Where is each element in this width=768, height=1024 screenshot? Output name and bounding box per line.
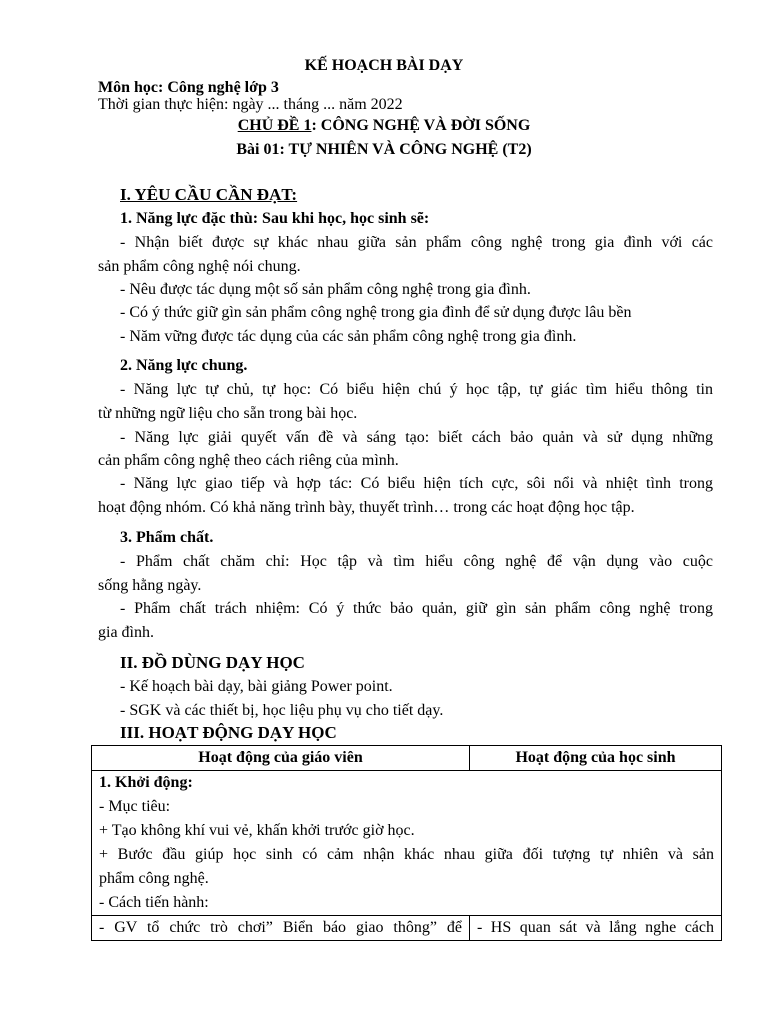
topic-line [0, 114, 768, 138]
student-column-header: Hoạt động của học sinh [470, 746, 722, 771]
section2-heading: II. ĐỒ DÙNG DẠY HỌC [120, 653, 305, 672]
time-line: Thời gian thực hiện: ngày ... tháng ... năm 2022 [98, 96, 403, 113]
topic-prefix: CHỦ ĐỀ 1 [237, 117, 312, 134]
teacher-activity-text: - GV tổ chức trò chơi” Biển báo giao thông” để [99, 919, 462, 936]
section2-line-1: - Kế hoạch bài dạy, bài giảng Power point. [120, 678, 393, 695]
sub1-line-3: - Nêu được tác dụng một số sản phẩm công nghệ trong gia đình. [120, 281, 531, 298]
student-activity-cell [470, 916, 722, 941]
sub1-heading: 1. Năng lực đặc thù: Sau khi học, học sinh sẽ: [120, 210, 430, 227]
student-activity-text: - HS quan sát và lắng nghe cách [477, 919, 714, 936]
teacher-activity-cell [92, 916, 470, 941]
start-line-3: + Bước đầu giúp học sinh có cảm nhận khác nhau giữa đối tượng tự nhiên và sản [99, 846, 714, 863]
sub2-line-1: - Năng lực tự chủ, tự học: Có biểu hiện chú ý học tập, tự giác tìm hiểu thông tin [120, 381, 713, 398]
section1-heading: I. YÊU CẦU CẦN ĐẠT: [120, 185, 298, 204]
lesson-title: Bài 01: TỰ NHIÊN VÀ CÔNG NGHỆ (T2) [236, 141, 532, 158]
sub3-line-2: sống hằng ngày. [98, 577, 202, 594]
table-header-row [92, 746, 722, 771]
topic-suffix: : CÔNG NGHỆ VÀ ĐỜI SỐNG [311, 117, 531, 134]
plan-title: KẾ HOẠCH BÀI DẠY [304, 57, 464, 74]
start-heading: 1. Khởi động: [99, 774, 193, 791]
sub1-line-5: - Năm vững được tác dụng của các sản phẩm công nghệ trong gia đình. [120, 328, 577, 345]
teacher-column-header: Hoạt động của giáo viên [92, 746, 470, 771]
sub1-line-1: - Nhận biết được sự khác nhau giữa sản phẩm công nghệ trong gia đình với các [120, 234, 713, 251]
sub1-line-2: sản phẩm công nghệ nói chung. [98, 258, 301, 275]
sub2-line-5: - Năng lực giao tiếp và hợp tác: Có biểu hiện tích cực, sôi nổi và nhiệt tình trong [120, 475, 713, 492]
start-line-4: phẩm công nghệ. [99, 870, 209, 887]
table-row [92, 771, 722, 916]
start-line-1: - Mục tiêu: [99, 798, 171, 815]
sub2-line-2: từ những ngữ liệu cho sẵn trong bài học. [98, 405, 358, 422]
sub2-line-3: - Năng lực giải quyết vấn đề và sáng tạo: biết cách bảo quản và sử dụng những [120, 429, 713, 446]
subject-line: Môn học: Công nghệ lớp 3 [98, 79, 279, 96]
activity-table [91, 745, 722, 941]
sub3-heading: 3. Phẩm chất. [120, 529, 214, 546]
sub2-heading: 2. Năng lực chung. [120, 357, 248, 374]
sub2-line-4: cản phẩm công nghệ theo cách riêng của mình. [98, 452, 399, 469]
table-row [92, 916, 722, 941]
sub3-line-3: - Phẩm chất trách nhiệm: Có ý thức bảo quản, giữ gìn sản phẩm công nghệ trong [120, 600, 713, 617]
section2-line-2: - SGK và các thiết bị, học liệu phụ vụ cho tiết dạy. [120, 702, 444, 719]
sub2-line-6: hoạt động nhóm. Có khả năng trình bày, thuyết trình… trong các hoạt động học tập. [98, 499, 635, 516]
start-activity-cell [92, 771, 722, 916]
sub3-line-1: - Phẩm chất chăm chỉ: Học tập và tìm hiểu công nghệ để vận dụng vào cuộc [120, 553, 713, 570]
start-line-5: - Cách tiến hành: [99, 894, 209, 911]
section3-heading: III. HOẠT ĐỘNG DẠY HỌC [120, 723, 337, 742]
start-line-2: + Tạo không khí vui vẻ, khấn khởi trước giờ học. [99, 822, 415, 839]
sub1-line-4: - Có ý thức giữ gìn sản phẩm công nghệ trong gia đình để sử dụng được lâu bền [120, 304, 632, 321]
sub3-line-4: gia đình. [98, 624, 154, 641]
